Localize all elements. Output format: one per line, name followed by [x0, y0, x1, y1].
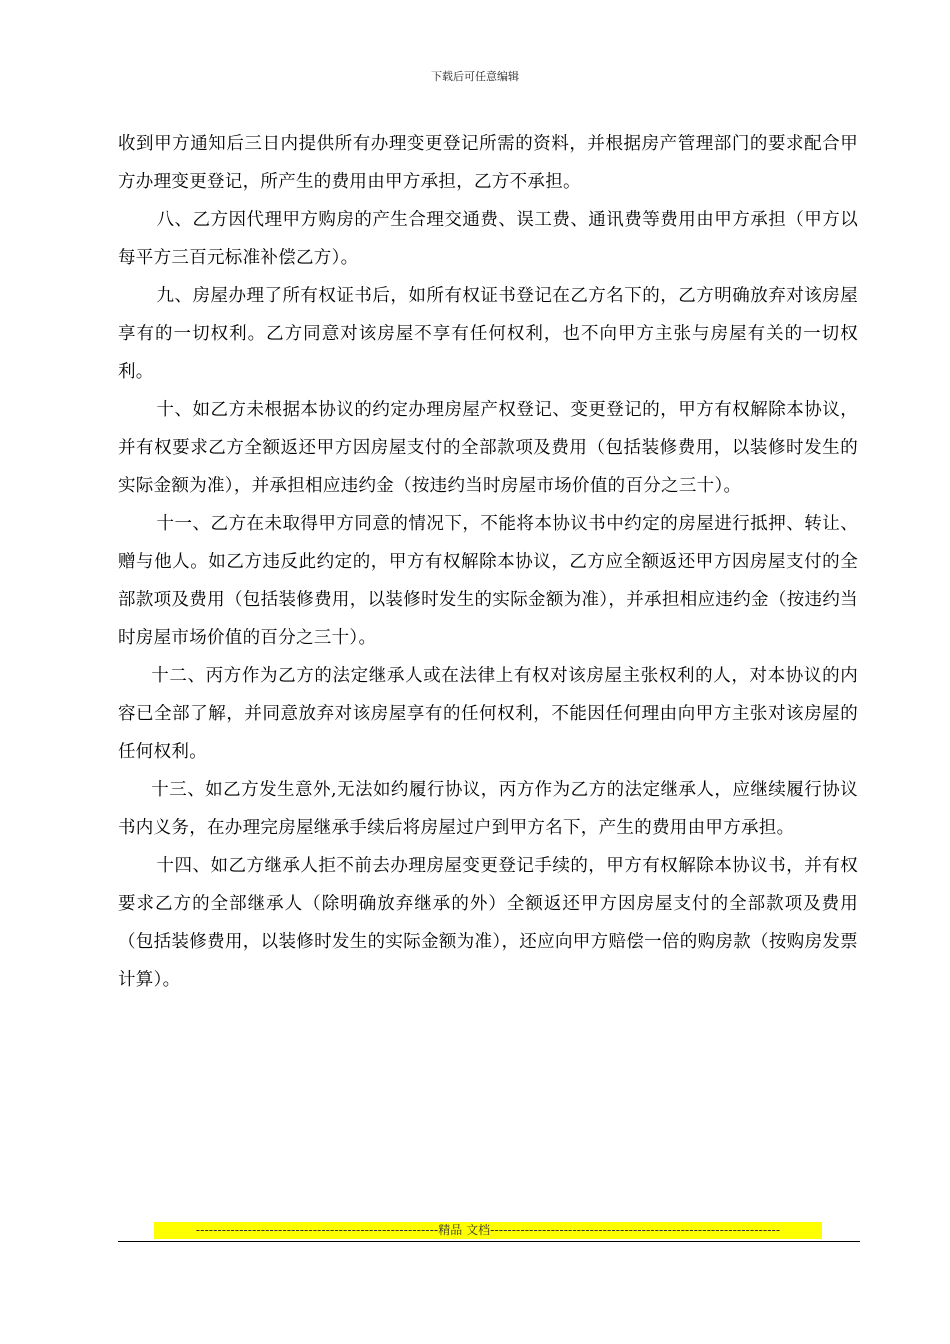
clause-8: 八、乙方因代理甲方购房的产生合理交通费、误工费、通讯费等费用由甲方承担（甲方以每平方三百元标准补偿乙方）。: [118, 210, 858, 268]
footer-divider: [118, 1241, 860, 1242]
footer-watermark-text: --------------------------------------------------------精品 文档-------------------------------------------------------------------: [154, 1222, 822, 1239]
clause-9: 九、房屋办理了所有权证书后，如所有权证书登记在乙方名下的，乙方明确放弃对该房屋享有的一切权利。乙方同意对该房屋不享有任何权利，也不向甲方主张与房屋有关的一切权利。: [118, 286, 858, 382]
clause-13: 十三、如乙方发生意外,无法如约履行协议，丙方作为乙方的法定继承人，应继续履行协议书内义务，在办理完房屋继承手续后将房屋过户到甲方名下，产生的费用由甲方承担。: [118, 780, 858, 838]
paragraph-continuation: 收到甲方通知后三日内提供所有办理变更登记所需的资料，并根据房产管理部门的要求配合甲方办理变更登记，所产生的费用由甲方承担，乙方不承担。: [118, 134, 858, 192]
document-body: [118, 125, 858, 999]
clause-12: 十二、丙方作为乙方的法定继承人或在法律上有权对该房屋主张权利的人，对本协议的内容已全部了解，并同意放弃对该房屋享有的任何权利，不能因任何理由向甲方主张对该房屋的任何权利。: [118, 666, 858, 762]
page-header: 下载后可任意编辑: [431, 70, 519, 83]
clause-14: 十四、如乙方继承人拒不前去办理房屋变更登记手续的，甲方有权解除本协议书，并有权要求乙方的全部继承人（除明确放弃继承的外）全额返还甲方因房屋支付的全部款项及费用（包括装修费用，以装修时发生的实际金额为准），还应向甲方赔偿一倍的购房款（按购房发票计算）。: [118, 856, 858, 990]
clause-10: 十、如乙方未根据本协议的约定办理房屋产权登记、变更登记的，甲方有权解除本协议，并有权要求乙方全额返还甲方因房屋支付的全部款项及费用（包括装修费用，以装修时发生的实际金额为准），并承担相应违约金（按违约当时房屋市场价值的百分之三十）。: [118, 400, 858, 496]
clause-11: 十一、乙方在未取得甲方同意的情况下，不能将本协议书中约定的房屋进行抵押、转让、赠与他人。如乙方违反此约定的，甲方有权解除本协议，乙方应全额返还甲方因房屋支付的全部款项及费用（包括装修费用，以装修时发生的实际金额为准），并承担相应违约金（按违约当时房屋市场价值的百分之三十）。: [118, 514, 858, 648]
